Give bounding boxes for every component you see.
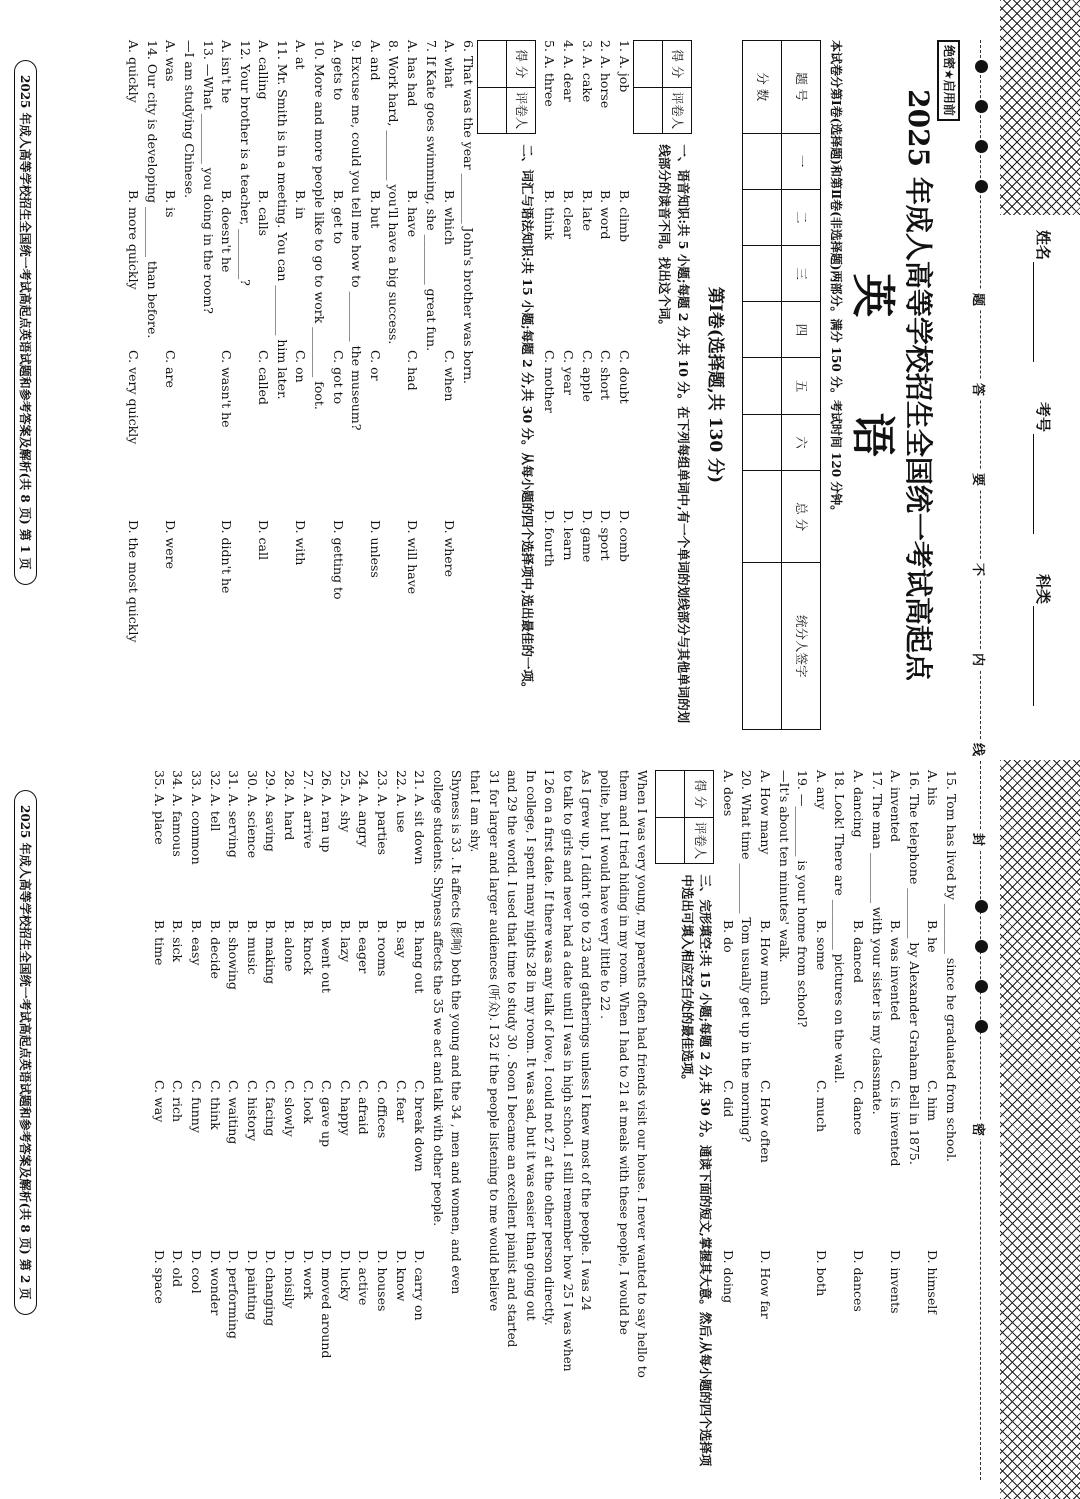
question-line <box>811 770 830 1470</box>
question-line <box>354 770 373 1470</box>
answer-option[interactable]: B. climb <box>616 190 632 242</box>
answer-option[interactable]: A. isn't he <box>219 40 235 104</box>
passage-line: college students. Shyness affects the 35 we act and talk with other people. <box>430 770 445 1227</box>
question-line <box>458 40 477 730</box>
question-stem: 10. More and more people like to go to work ________ foot. <box>312 40 328 410</box>
question-line <box>540 40 559 730</box>
answer-option[interactable]: 26. A. ran up <box>319 770 335 853</box>
section2-continued <box>718 770 960 1470</box>
answer-option[interactable]: 21. A. sit down <box>412 770 428 865</box>
answer-option[interactable]: D. unless <box>367 520 383 578</box>
question-line <box>317 770 336 1470</box>
hatch-pattern-left <box>1000 0 1080 215</box>
answer-option[interactable]: B. think <box>542 190 558 240</box>
answer-option[interactable]: 35. A. place <box>151 770 167 845</box>
answer-option[interactable]: D. learn <box>561 510 577 561</box>
score-header-cell: 一 <box>781 133 820 189</box>
answer-option[interactable]: C. very quickly <box>126 350 142 445</box>
seal-word: 要 <box>970 470 989 489</box>
answer-option[interactable]: C. did <box>720 1080 736 1118</box>
answer-option[interactable]: B. eager <box>356 920 372 974</box>
score-cell[interactable] <box>742 358 781 414</box>
punch-dot-icon <box>975 60 988 73</box>
score-header-cell: 二 <box>781 189 820 245</box>
answer-option[interactable]: B. do <box>720 920 736 953</box>
answer-option[interactable]: C. are <box>163 350 179 388</box>
score-header-cell: 总 分 <box>781 470 820 563</box>
answer-option[interactable]: 25. A. shy <box>337 770 353 833</box>
answer-option[interactable]: C. How often <box>758 1080 774 1163</box>
answer-option[interactable]: C. on <box>293 350 309 383</box>
answer-option[interactable]: D. will have <box>405 520 421 595</box>
question-line <box>235 40 254 730</box>
answer-option[interactable]: D. wonder <box>207 1250 223 1316</box>
answer-option[interactable]: C. think <box>207 1080 223 1130</box>
score-cell[interactable] <box>742 302 781 358</box>
answer-option[interactable]: 2. A. horse <box>598 40 614 109</box>
question-stem: —I am studying Chinese. <box>181 40 197 199</box>
question-line <box>774 770 793 1470</box>
passage-line: In college, I spent many nights 28 in my room. It was sad, but it was easier than going out <box>523 770 538 1321</box>
answer-option[interactable]: 27. A. arrive <box>300 770 316 849</box>
answer-option[interactable]: 4. A. dear <box>561 40 577 102</box>
answer-option[interactable]: D. space <box>151 1250 167 1304</box>
section3-list <box>149 770 428 1470</box>
seal-word: 内 <box>970 650 989 669</box>
answer-option[interactable]: C. gave up <box>319 1080 335 1148</box>
passage-line: that I am shy. <box>467 770 482 853</box>
answer-option[interactable]: D. active <box>356 1250 372 1306</box>
answer-option[interactable]: C. history <box>244 1080 260 1142</box>
answer-option[interactable]: B. some <box>813 920 829 971</box>
score-header-cell: 六 <box>781 414 820 470</box>
seal-word: 答 <box>970 380 989 399</box>
question-stem: 14. Our city is developing ________ than before. <box>144 40 160 339</box>
question-line <box>941 770 960 1470</box>
answer-option[interactable]: D. the most quickly <box>126 520 142 643</box>
answer-option[interactable]: D. himself <box>925 1250 941 1314</box>
question-line <box>421 40 440 730</box>
answer-option[interactable]: B. knock <box>300 920 316 975</box>
passage-line: polite, but I would have very little to 22 . <box>598 770 613 1019</box>
question-line <box>179 40 198 730</box>
answer-option[interactable]: C. funny <box>189 1080 205 1133</box>
score-header-cell: 五 <box>781 358 820 414</box>
grader-box-1: 得 分 评卷人 <box>633 40 692 134</box>
question-stem: 20. What time ________ Tom usually get up in the morning? <box>739 770 755 1143</box>
answer-option[interactable]: D. fourth <box>542 510 558 567</box>
answer-option[interactable]: 31. A. serving <box>226 770 242 858</box>
question-line <box>830 770 849 1470</box>
score-cell[interactable] <box>742 133 781 189</box>
punch-dot-icon <box>975 100 988 113</box>
section1-list <box>540 40 633 730</box>
question-line <box>347 40 366 730</box>
answer-option[interactable]: C. much <box>813 1080 829 1133</box>
punch-dot-icon <box>975 140 988 153</box>
grader-box-3: 得 分 评卷人 <box>655 770 714 864</box>
answer-option[interactable]: D. both <box>813 1250 829 1297</box>
candidate-fields <box>1033 230 1054 706</box>
question-line <box>372 770 391 1470</box>
answer-option[interactable]: A. does <box>720 770 736 817</box>
score-cell[interactable] <box>742 189 781 245</box>
answer-option[interactable]: A. and <box>367 40 383 81</box>
answer-option[interactable]: B. showing <box>226 920 242 990</box>
seal-word: 线 <box>970 740 989 759</box>
score-cell[interactable]: 分 数 <box>742 41 781 134</box>
answer-option[interactable]: D. getting to <box>330 520 346 600</box>
answer-option[interactable]: A. How many <box>758 770 774 855</box>
answer-option[interactable]: C. year <box>561 350 577 395</box>
answer-option[interactable]: C. slowly <box>282 1080 297 1137</box>
subject-title: 英 语 <box>847 273 899 497</box>
question-stem: 8. Work hard, ________ you'll have a big success. <box>386 40 402 345</box>
answer-option[interactable]: B. word <box>598 190 614 240</box>
punch-dot-icon <box>975 900 988 913</box>
score-cell[interactable] <box>742 563 781 730</box>
answer-option[interactable]: B. which <box>442 190 458 245</box>
answer-option[interactable]: D. work <box>300 1250 316 1300</box>
answer-option[interactable]: B. easy <box>189 920 205 966</box>
question-line <box>198 40 217 730</box>
answer-option[interactable]: D. lucky <box>337 1250 353 1302</box>
answer-option[interactable]: D. carry on <box>412 1250 428 1321</box>
answer-option[interactable]: B. say <box>393 920 409 959</box>
answer-option[interactable]: 29. A. saving <box>263 770 279 852</box>
question-line <box>261 770 280 1470</box>
answer-option[interactable]: C. called <box>256 350 272 405</box>
passage-line: I 26 on a first date. If there was any talk of love, I could not 27 at the other person directly. <box>542 770 557 1326</box>
section2-list <box>124 40 477 730</box>
answer-option[interactable]: B. calls <box>256 190 272 236</box>
answer-option[interactable]: B. clear <box>561 190 577 239</box>
answer-option[interactable]: D. performing <box>226 1250 242 1339</box>
score-header-cell: 题 号 <box>781 41 820 134</box>
question-line <box>886 770 905 1470</box>
passage-line: 31 for larger and larger audiences (听众). I 32 if the people listening to me would believe <box>486 770 501 1312</box>
exam-number-field[interactable]: 考号 <box>1033 402 1054 534</box>
answer-option[interactable]: B. went out <box>319 920 335 993</box>
answer-option[interactable]: 23. A. parties <box>374 770 390 856</box>
question-line <box>335 770 354 1470</box>
answer-option[interactable]: D. cool <box>189 1250 205 1294</box>
section1-instructions: 一、语音知识:共 5 小题;每题 2 分,共 10 分。在下列每组单词中,有一个单词的划线部分与其他单词的划线部分的读音不同。找出这个词。 <box>657 144 691 724</box>
question-stem: 16. The telephone ________ by Alexander Graham Bell in 1875. <box>906 770 922 1165</box>
answer-option[interactable]: D. invents <box>888 1250 904 1314</box>
question-line <box>391 770 410 1470</box>
question-line <box>384 40 403 730</box>
question-line <box>328 40 347 730</box>
question-line <box>254 40 273 730</box>
question-line <box>867 770 886 1470</box>
answer-option[interactable]: D. were <box>163 520 179 569</box>
score-header-cell: 四 <box>781 302 820 358</box>
answer-option[interactable]: C. dance <box>851 1080 867 1135</box>
answer-option[interactable]: C. waiting <box>226 1080 242 1145</box>
answer-option[interactable]: B. hang out <box>412 920 428 994</box>
question-stem: 13. —What ________ you doing in the room? <box>200 40 216 314</box>
answer-option[interactable]: D. houses <box>374 1250 390 1312</box>
punch-dot-icon <box>975 980 988 993</box>
answer-option[interactable]: B. doesn't he <box>219 190 235 273</box>
section2-instructions: 二、词汇与语法知识:共 15 小题;每题 2 分,共 30 分。从每小题的四个选择项中,选出最佳的一项。 <box>519 144 535 695</box>
question-stem: 17. The man ________ with your sister is my classmate. <box>869 770 885 1115</box>
question-line <box>596 40 615 730</box>
answer-option[interactable]: B. danced <box>851 920 867 984</box>
punch-dot-icon <box>975 180 988 193</box>
answer-option[interactable]: B. late <box>579 190 595 232</box>
seal-line <box>970 40 992 1480</box>
answer-option[interactable]: 30. A. science <box>244 770 260 859</box>
question-line <box>793 770 812 1470</box>
answer-option[interactable]: D. painting <box>244 1250 260 1321</box>
answer-option[interactable]: A. was <box>163 40 179 82</box>
question-stem: 15. Tom has lived by ________ since he graduated from school. <box>944 770 959 1162</box>
answer-option[interactable]: C. wasn't he <box>219 350 235 428</box>
question-line <box>440 40 459 730</box>
question-line <box>161 40 180 730</box>
answer-option[interactable]: D. game <box>579 510 595 563</box>
question-line <box>848 770 867 1470</box>
answer-option[interactable]: D. changing <box>263 1250 279 1327</box>
answer-option[interactable]: C. him <box>925 1080 941 1121</box>
answer-option[interactable]: B. sick <box>170 920 186 963</box>
answer-option[interactable]: D. moved around <box>319 1250 335 1359</box>
answer-option[interactable]: A. calling <box>256 40 272 100</box>
answer-option[interactable]: B. decide <box>207 920 223 979</box>
question-line <box>298 770 317 1470</box>
question-stem: 6. That was the year ________ John's brother was born. <box>460 40 476 385</box>
passage-line: As I grew up, I didn't go to 23 and gatherings unless I knew most of the people. I was 24 <box>579 770 594 1311</box>
answer-option[interactable]: A. at <box>293 40 309 70</box>
answer-option[interactable]: D. where <box>442 520 458 578</box>
score-cell[interactable] <box>742 414 781 470</box>
section3-instructions: 三、完形填空:共 15 小题;每题 2 分,共 30 分。通读下面的短文,掌握其大意。然后,从每小题的四个选择项中选出可填入相应空白处的最佳选项。 <box>679 874 714 1467</box>
answer-option[interactable]: B. in <box>293 190 309 220</box>
cloze-passage <box>428 770 651 1470</box>
seal-word: 题 <box>970 290 989 309</box>
answer-option[interactable]: B. alone <box>282 920 297 972</box>
answer-option[interactable]: B. How much <box>758 920 774 1006</box>
question-line <box>272 40 291 730</box>
answer-option[interactable]: C. offices <box>374 1080 390 1139</box>
question-line <box>577 40 596 730</box>
question-line <box>186 770 205 1470</box>
answer-option[interactable]: A. what <box>442 40 458 89</box>
answer-option[interactable]: 28. A. hard <box>282 770 297 841</box>
answer-option[interactable]: B. was invented <box>888 920 904 1021</box>
answer-option[interactable]: D. with <box>293 520 309 566</box>
answer-option[interactable]: 1. A. job <box>616 40 632 93</box>
answer-option[interactable]: 34. A. famous <box>170 770 186 857</box>
answer-option[interactable]: A. his <box>925 770 941 806</box>
answer-option[interactable]: C. look <box>300 1080 316 1124</box>
question-line <box>217 40 236 730</box>
exam-intro: 本试卷分第Ⅰ卷(选择题)和第Ⅱ卷(非选择题)两部分。满分 150 分。考试时间 120 分钟。 <box>829 40 844 518</box>
question-line <box>365 40 384 730</box>
question-line <box>755 770 774 1470</box>
answer-option[interactable]: D. dances <box>851 1250 867 1312</box>
score-table <box>742 40 821 730</box>
answer-option[interactable]: C. had <box>405 350 421 391</box>
seal-word: 密 <box>970 1120 989 1139</box>
punch-dot-icon <box>975 1020 988 1033</box>
score-header-cell: 三 <box>781 246 820 302</box>
answer-option[interactable]: D. How far <box>758 1250 774 1319</box>
question-stem: 7. If Kate goes swimming, she ________ great fun. <box>423 40 439 352</box>
question-line <box>291 40 310 730</box>
question-line <box>224 770 243 1470</box>
answer-option[interactable]: B. lazy <box>337 920 353 963</box>
answer-option[interactable]: C. mother <box>542 350 558 413</box>
answer-option[interactable]: D. didn't he <box>219 520 235 594</box>
question-stem: 12. Your brother is a teacher, ________? <box>237 40 253 286</box>
answer-option[interactable]: D. doing <box>720 1250 736 1304</box>
passage-line: Shyness is 33 . It affects (影响) both the young and the 34 , men and women, and even <box>449 770 464 1295</box>
passage-line: them and I tried hiding in my room. When I had to 21 at meals with these people, I would be <box>616 770 631 1335</box>
answer-option[interactable]: C. afraid <box>356 1080 372 1135</box>
question-line <box>310 40 329 730</box>
answer-option[interactable]: B. making <box>263 920 279 985</box>
subject-field[interactable]: 科类 <box>1033 574 1054 706</box>
question-stem: —It's about ten minutes' walk. <box>776 770 792 963</box>
answer-option[interactable]: C. break down <box>412 1080 428 1172</box>
passage-line: to talk to girls and never had a date until I was in high school. I still remember how 25 I was when <box>560 770 575 1372</box>
answer-option[interactable]: C. when <box>442 350 458 402</box>
answer-option[interactable]: C. way <box>151 1080 167 1123</box>
score-cell[interactable] <box>742 470 781 563</box>
question-line <box>279 770 298 1470</box>
answer-option[interactable]: B. more quickly <box>126 190 142 290</box>
question-line <box>558 40 577 730</box>
answer-option[interactable]: A. invented <box>888 770 904 842</box>
question-line <box>149 770 168 1470</box>
answer-option[interactable]: 3. A. cake <box>579 40 595 103</box>
answer-option[interactable]: A. any <box>813 770 829 810</box>
question-line <box>718 770 737 1470</box>
answer-option[interactable]: 22. A. use <box>393 770 409 833</box>
answer-option[interactable]: D. noisily <box>282 1250 297 1309</box>
answer-option[interactable]: C. facing <box>263 1080 279 1137</box>
answer-option[interactable]: C. doubt <box>616 350 632 404</box>
answer-option[interactable]: C. fear <box>393 1080 409 1123</box>
question-line <box>168 770 187 1470</box>
score-cell[interactable] <box>742 246 781 302</box>
answer-option[interactable]: B. he <box>925 920 941 953</box>
grader-box-2: 得 分 评卷人 <box>477 40 536 134</box>
name-field[interactable]: 姓名 <box>1033 230 1054 362</box>
question-line <box>410 770 429 1470</box>
answer-option[interactable]: C. is invented <box>888 1080 904 1167</box>
answer-option[interactable]: B. have <box>405 190 421 238</box>
answer-option[interactable]: 33. A. common <box>189 770 205 865</box>
page-footer-1: 2025 年成人高等学校招生全国统一考试高起点英语试题和参考答案及解析(共 8 页) 第 1 页 <box>14 60 37 585</box>
question-line <box>402 40 421 730</box>
question-line <box>614 40 633 730</box>
passage-line: When I was very young, my parents often had friends visit our house. I never wanted to say hello to <box>635 770 650 1378</box>
answer-option[interactable]: D. know <box>393 1250 409 1302</box>
top-secret-badge: 绝密★启用前 <box>937 40 960 730</box>
question-line <box>737 770 756 1470</box>
answer-option[interactable]: B. rooms <box>374 920 390 977</box>
answer-option[interactable]: B. but <box>367 190 383 229</box>
exam-page-2 <box>149 770 960 1470</box>
answer-option[interactable]: 24. A. angry <box>356 770 372 848</box>
answer-option[interactable]: B. time <box>151 920 167 966</box>
page-footer-2: 2025 年成人高等学校招生全国统一考试高起点英语试题和参考答案及解析(共 8 页) 第 2 页 <box>14 790 37 1315</box>
answer-option[interactable]: C. rich <box>170 1080 186 1123</box>
answer-option[interactable]: C. short <box>598 350 614 401</box>
question-line <box>124 40 143 730</box>
part1-title: 第Ⅰ卷(选择题,共 130 分) <box>704 286 725 484</box>
exam-page-1 <box>124 40 960 730</box>
answer-option[interactable]: A. quickly <box>126 40 142 103</box>
question-stem: 9. Excuse me, could you tell me how to ________ the museum? <box>349 40 365 431</box>
seal-word: 封 <box>970 830 989 849</box>
answer-option[interactable]: D. sport <box>598 510 614 561</box>
answer-option[interactable]: B. is <box>163 190 179 218</box>
question-line <box>142 40 161 730</box>
score-header-cell: 统分人签字 <box>781 563 820 730</box>
exam-title: 2025 年成人高等学校招生全国统一考试高起点 <box>902 89 936 681</box>
answer-option[interactable]: A. dancing <box>851 770 867 838</box>
answer-option[interactable]: 5. A. three <box>542 40 558 107</box>
answer-option[interactable]: 32. A. tell <box>207 770 223 832</box>
question-line <box>904 770 923 1470</box>
question-line <box>205 770 224 1470</box>
question-line <box>923 770 942 1470</box>
answer-option[interactable]: C. or <box>367 350 383 381</box>
answer-option[interactable]: D. old <box>170 1250 186 1288</box>
hatch-pattern-right <box>1000 760 1080 1499</box>
answer-option[interactable]: C. happy <box>337 1080 353 1136</box>
answer-option[interactable]: C. got to <box>330 350 346 405</box>
seal-word: 不 <box>970 560 989 579</box>
question-line <box>242 770 261 1470</box>
answer-option[interactable]: B. music <box>244 920 260 975</box>
answer-option[interactable]: D. call <box>256 520 272 560</box>
answer-option[interactable]: D. comb <box>616 510 632 562</box>
question-stem: 18. Look! There are ________ pictures on the wall. <box>832 770 848 1084</box>
punch-dot-icon <box>975 940 988 953</box>
question-stem: 19. —________ is your home from school? <box>795 770 811 1028</box>
answer-option[interactable]: B. get to <box>330 190 346 245</box>
answer-option[interactable]: A. gets to <box>330 40 346 101</box>
answer-option[interactable]: C. apple <box>579 350 595 402</box>
binding-header <box>970 0 1080 1499</box>
answer-option[interactable]: A. has had <box>405 40 421 107</box>
passage-line: and 29 the world. I used that time to study 30 . Soon I became an excellent pianist and started <box>505 770 520 1348</box>
question-stem: 11. Mr. Smith is in a meeting. You can ________ him later. <box>274 40 290 400</box>
